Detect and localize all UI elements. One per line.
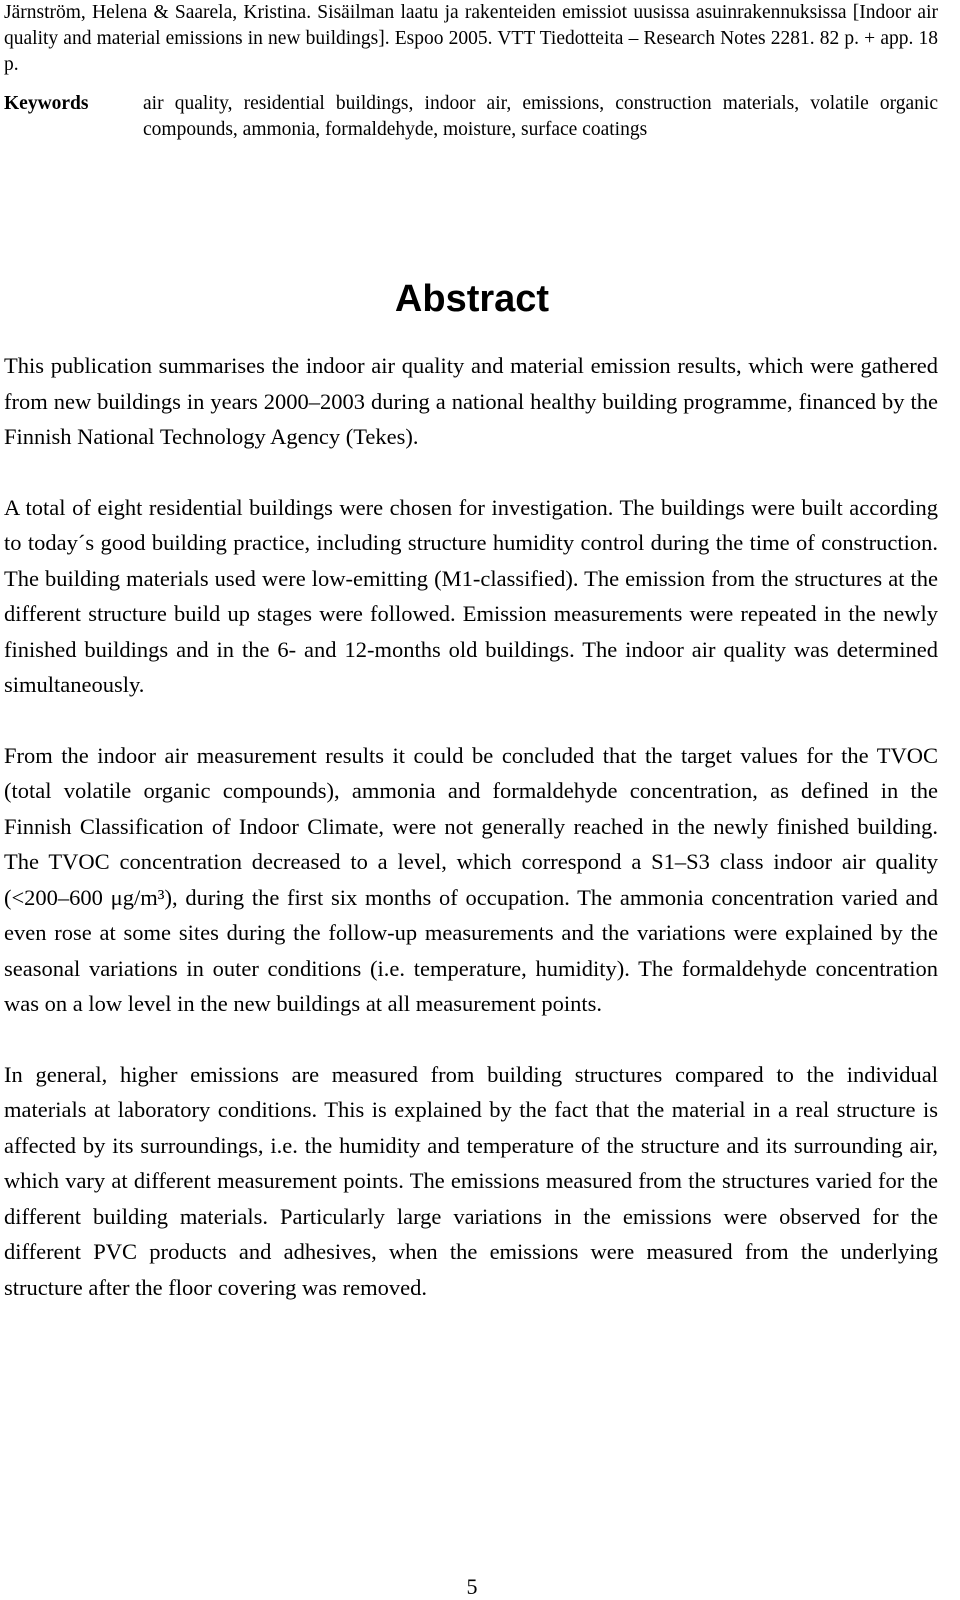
citation: Järnström, Helena & Saarela, Kristina. Sisäilman laatu ja rakenteiden emissiot uusissa asuinrakennuksissa [Indoor air quality and material emissions in new buildings]. Espoo 2005. VTT Tiedotteita – Research Notes 2281. 82 p. + app. 18 p. bbox=[4, 2, 938, 75]
abstract-title: Abstract bbox=[394, 278, 550, 320]
page-number: 5 bbox=[466, 1574, 478, 1599]
keywords-section bbox=[4, 91, 938, 143]
keywords-text: air quality, residential buildings, indoor air, emissions, construction materials, volatile organic compounds, ammonia, formaldehyde, moisture, surface coatings bbox=[143, 93, 938, 140]
abstract-paragraph-4: In general, higher emissions are measured from building structures compared to the individual materials at laboratory conditions. This is explained by the fact that the material in a real structure is affected by its surroundings, i.e. the humidity and temperature of the structure and its surrounding air, which vary at different measurement points. The emissions measured from the structures varied for the different building materials. Particularly large variations in the emissions were observed for the different PVC products and adhesives, when the emissions were measured from the underlying structure after the floor covering was removed. bbox=[4, 1061, 938, 1300]
keywords-label: Keywords bbox=[4, 93, 89, 114]
abstract-paragraph-3: From the indoor air measurement results it could be concluded that the target values for the TVOC (total volatile organic compounds), ammonia and formaldehyde concentration, as defined in the Finnish Classification of Indoor Climate, were not generally reached in the newly finished building. The TVOC concentration decreased to a level, which correspond a S1–S3 class indoor air quality (<200–600 μg/m³), during the first six months of occupation. The ammonia concentration varied and even rose at some sites during the follow-up measurements and the variations were explained by the seasonal variations in outer conditions (i.e. temperature, humidity). The formaldehyde concentration was on a low level in the new buildings at all measurement points. bbox=[4, 742, 938, 1016]
abstract-paragraph-2: A total of eight residential buildings were chosen for investigation. The buildings were built according to today´s good building practice, including structure humidity control during the time of construction. The building materials used were low-emitting (M1-classified). The emission from the structures at the different structure build up stages were followed. Emission measurements were repeated in the newly finished buildings and in the 6- and 12-months old buildings. The indoor air quality was determined simultaneously. bbox=[4, 494, 938, 697]
abstract-paragraph-1: This publication summarises the indoor air quality and material emission results, which were gathered from new buildings in years 2000–2003 during a national healthy building programme, financed by the Finnish National Technology Agency (Tekes). bbox=[4, 353, 938, 449]
abstract-body bbox=[4, 348, 938, 1340]
